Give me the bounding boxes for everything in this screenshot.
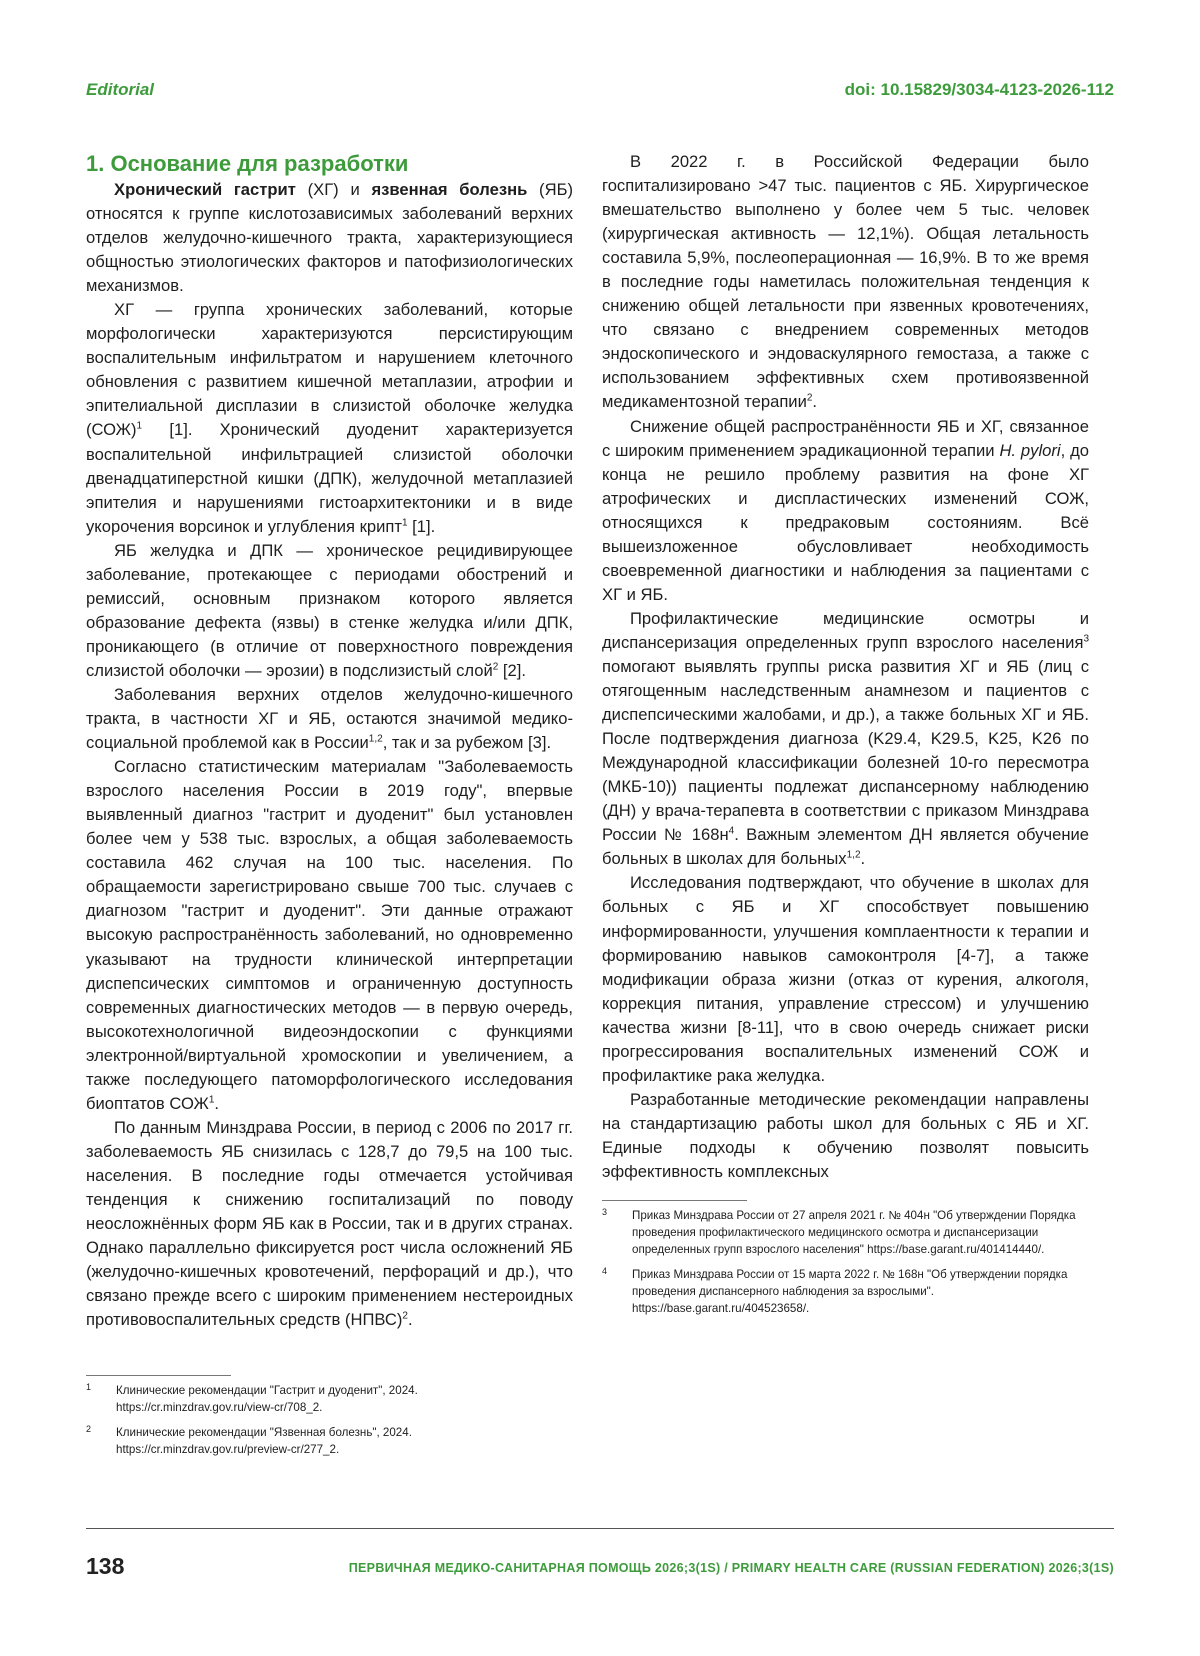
footnote xyxy=(86,1382,573,1416)
paragraph: Заболевания верхних отделов желудочно-кишечного тракта, в частности ХГ и ЯБ, остаются значимой медико-социальной проблемой как в России$^{1,2}$, так и за рубежом [3]. xyxy=(86,684,573,753)
paragraph: ХГ — группа хронических заболеваний, которые морфологически характеризуются персистирующим воспалительным инфильтратом и нарушением клеточного обновления с развитием кишечной метаплазии, атрофии и эпителиальной дисплазии в слизистой оболочке желудка (СОЖ)$^1$ [1]. Хронический дуоденит характеризуется воспалительной инфильтрацией слизистой оболочки двенадцатиперстной кишки (ДПК), желудочной метаплазией эпителия и нарушениями гистоархитектоники и в виде укорочения ворсинок и углубления крипт$^1$ [1]. xyxy=(86,300,573,536)
footnote-ref[interactable]: 4 xyxy=(728,825,735,837)
footnote-ref[interactable]: 3 xyxy=(1083,633,1089,645)
footnote-text: Приказ Минздрава России от 27 апреля 2021 г. № 404н "Об утверждении Порядка проведения профилактического медицинского осмотра и диспансеризации определенных групп взрослого населения" https://base.garant.ru/401414440/. xyxy=(632,1209,1076,1257)
left-column xyxy=(86,150,573,1332)
footer-divider xyxy=(86,1528,1114,1529)
section-title: 1. Основание для разработки xyxy=(86,151,409,176)
journal-title: ПЕРВИЧНАЯ МЕДИКО-САНИТАРНАЯ ПОМОЩЬ 2026;3(1S) / PRIMARY HEALTH CARE (RUSSIAN FEDERATION) 2026;3(1S) xyxy=(348,1561,1114,1575)
footnote-ref[interactable]: 1 xyxy=(208,1094,215,1106)
footnote xyxy=(86,1424,573,1458)
species-name: H. pylori xyxy=(999,440,1061,460)
footnote-text: Клинические рекомендации "Язвенная болезнь", 2024. https://cr.minzdrav.gov.ru/preview-cr/277_2. xyxy=(116,1426,412,1456)
footnote-ref[interactable]: 1,2 xyxy=(368,733,383,745)
paragraph: Разработанные методические рекомендации направлены на стандартизацию работы школ для больных с ЯБ и ХГ. Единые подходы к обучению позволят повысить эффективность комплексных xyxy=(602,1089,1089,1181)
footnote-text: Клинические рекомендации "Гастрит и дуоденит", 2024. https://cr.minzdrav.gov.ru/view-cr/708_2. xyxy=(116,1384,418,1414)
term: язвенная болезнь xyxy=(371,180,528,199)
footnote-ref[interactable]: 1 xyxy=(136,420,143,432)
footnote-ref[interactable]: 2 xyxy=(492,661,499,673)
footnote-ref[interactable]: 2 xyxy=(402,1310,408,1322)
paragraph: ЯБ желудка и ДПК — хроническое рецидивирующее заболевание, протекающее с периодами обострений и ремиссий, основным признаком которого является образование дефекта (язвы) в стенке желудка и/или ДПК, проникающего (в отличие от поверхностного повреждения слизистой оболочки — эрозии) в подслизистый слой$^2$ [2]. xyxy=(86,540,573,680)
footnote-ref[interactable]: 1 xyxy=(401,517,408,529)
footnote-ref[interactable]: 2 xyxy=(806,392,813,404)
footnotes-left xyxy=(86,1375,573,1466)
paragraph: В 2022 г. в Российской Федерации было госпитализировано >47 тыс. пациентов с ЯБ. Хирургическое вмешательство выполнено у более чем 5 тыс. человек (хирургическая активность — 12,1%). Общая летальность составила 5,9%, послеоперационная — 16,9%. В то же время в последние годы наметилась положительная тенденция к снижению общей летальности при язвенных кровотечениях, что связано с внедрением современных методов эндоскопического и эндоваскулярного гемостаза, а также с использованием эффективных схем противоязвенной медикаментозной терапии$^2$. xyxy=(602,152,1089,412)
doi[interactable]: doi: 10.15829/3034-4123-2026-112 xyxy=(844,80,1114,99)
footnote xyxy=(602,1207,1089,1258)
footnote-number: 1 xyxy=(86,1382,92,1392)
paragraph: Исследования подтверждают, что обучение в школах для больных с ЯБ и ХГ способствует повышению информированности, улучшения комплаентности к терапии и формированию навыков самоконтроля [4-7], а также модификации образа жизни (отказ от курения, алкоголя, коррекция питания, управление стрессом) и улучшению качества жизни [8-11], что в свою очередь снижает риски прогрессирования воспалительных изменений СОЖ и профилактике рака желудка. xyxy=(602,873,1089,1085)
paragraph: По данным Минздрава России, в период с 2006 по 2017 гг. заболеваемость ЯБ снизилась с 128,7 до 79,5 на 100 тыс. населения. В последние годы отмечается устойчивая тенденция к снижению госпитализаций по поводу неосложнённых форм ЯБ как в России, так и в других странах. Однако параллельно фиксируется рост числа осложнений ЯБ (желудочно-кишечных кровотечений, перфораций и др.), что связано прежде всего с широким применением нестероидных противовоспалительных средств (НПВС)$^2$. xyxy=(86,1117,573,1330)
paragraph: Снижение общей распространённости ЯБ и ХГ, связанное с широким применением эрадикационной терапии H. pylori, до конца не решило проблему развития на фоне ХГ атрофических и диспластических изменений СОЖ, относящихся к предраковым состояниям. Всё вышеизложенное обусловливает необходимость своевременной диагностики и наблюдения за пациентами с ХГ и ЯБ. xyxy=(602,416,1089,604)
right-column xyxy=(602,150,1089,1325)
running-header xyxy=(86,80,1114,102)
page-number: 138 xyxy=(86,1553,125,1579)
section-label: Editorial xyxy=(86,80,155,99)
paragraph: Хронический гастрит (ХГ) и язвенная болезнь (ЯБ) относятся к группе кислотозависимых заболеваний верхних отделов желудочно-кишечного тракта, характеризующиеся общностью этиологических факторов и патофизиологических механизмов. xyxy=(86,180,573,296)
footnote xyxy=(602,1266,1089,1317)
paragraph: Профилактические медицинские осмотры и диспансеризация определенных групп взрослого населения$^3$ помогают выявлять группы риска развития ХГ и ЯБ (лиц с отягощенным наследственным анамнезом и пациентов с диспепсическими жалобами, и др.), а также больных ХГ и ЯБ. После подтверждения диагноза (K29.4, K29.5, K25, K26 по Международной классификации болезней 10-го пересмотра (МКБ-10)) пациенты подлежат диспансерному наблюдению (ДН) у врача-терапевта в соответствии с приказом Минздрава России № $168н^4$. Важным элементом ДН является обучение больных в школах для больных$^{1,2}$. xyxy=(602,608,1089,869)
footnote-ref[interactable]: 1,2 xyxy=(846,849,861,861)
footnote-number: 2 xyxy=(86,1424,92,1434)
footnote-text: Приказ Минздрава России от 15 марта 2022 г. № 168н "Об утверждении порядка проведения диспансерного наблюдения за взрослыми". https://base.garant.ru/404523658/. xyxy=(632,1268,1068,1316)
footnote-number: 3 xyxy=(602,1207,608,1218)
paragraph: Согласно статистическим материалам "Заболеваемость взрослого населения России в 2019 году", впервые выявленный диагноз "гастрит и дуоденит" был установлен более чем у 538 тыс. взрослых, а общая заболеваемость составила 462 случая на 100 тыс. населения. По обращаемости зарегистрировано свыше 700 тыс. случаев с диагнозом "гастрит и дуоденит". Эти данные отражают высокую распространённость заболеваний, но одновременно указывают на трудности клинической интерпретации диспепсических симптомов и ограниченную доступность современных диагностических методов — в первую очередь, высокотехнологичной видеоэндоскопии с функциями электронной/виртуальной хромоскопии и увеличением, а также последующего патоморфологического исследования биоптатов СОЖ$^1$. xyxy=(86,757,573,1113)
footnote-divider xyxy=(602,1200,747,1201)
footnote-number: 4 xyxy=(602,1266,608,1277)
term: Хронический гастрит xyxy=(114,180,296,199)
footnote-divider xyxy=(86,1375,231,1376)
footnotes-right xyxy=(602,1200,1089,1317)
